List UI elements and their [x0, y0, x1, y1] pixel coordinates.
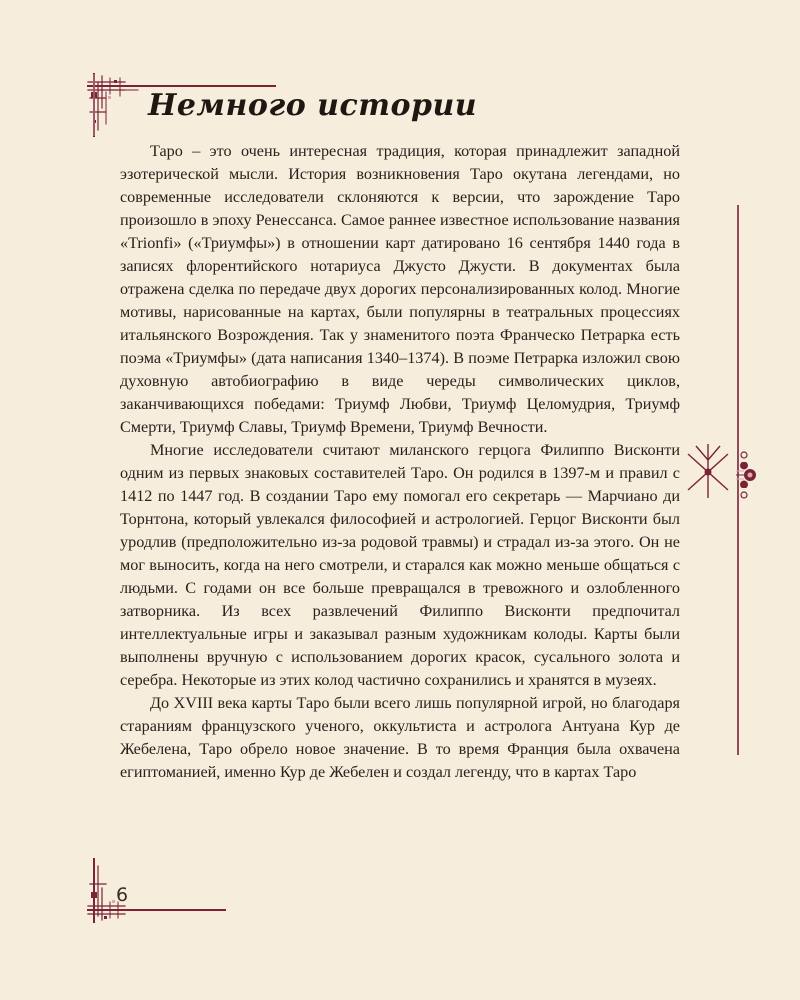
paragraph-1: Таро – это очень интересная традиция, которая принадлежит западной эзотерической мысли. История возникновения Таро окутана легендами, но современные исследователи склоняются к версии, что зарождение Таро произошло в эпоху Ренессанса. Самое раннее известное использование названия «Trionfi» («Триумфы») в отношении карт датировано 16 сентября 1440 года в записях флорентийского нотариуса Джусто Джусти. В документах была отражена сделка по передаче двух дорогих персонализированных колод. Многие мотивы, нарисованные на картах, были популярны в театральных процессиях итальянского Возрождения. Так у знаменитого поэта Франческо Петрарка есть поэма «Триумфы» (дата написания 1340–1374). В поэме Петрарка изложил свою духовную автобиографию в виде череды символических циклов, заканчивающихся победами: Триумф Любви, Триумф Целомудрия, Триумф Смерти, Триумф Славы, Триумф Времени, Триумф Вечности. [120, 142, 680, 436]
page-number: 6 [116, 884, 129, 906]
article-body [120, 140, 680, 784]
paragraph-3: До XVIII века карты Таро были всего лишь популярной игрой, но благодаря стараниям французского ученого, оккультиста и астролога Антуана Кур де Жебелена, Таро обрело новое значение. В то время Франция была охвачена египтоманией, именно Кур де Жебелен и создал легенду, что в картах Таро [120, 694, 680, 781]
side-moon-phase-ornament-icon [736, 205, 766, 755]
bottom-corner-ornament-icon [80, 858, 230, 928]
paragraph-2: Многие исследователи считают миланского герцога Филиппо Висконти одним из первых знаковых составителей Таро. Он родился в 1397-м и правил с 1412 по 1447 год. В создании Таро ему помогал его секретарь — Марчиано ди Торнтона, который увлекался философией и астрологией. Герцог Висконти был уродлив (предположительно из-за родовой травмы) и страдал из-за этого. Он не мог выносить, когда на него смотрели, и старался как можно меньше общаться с людьми. С годами он все больше превращался в тревожного и озлобленного затворника. Из всех развлечений Филиппо Висконти предпочитал интеллектуальные игры и заказывал разным художникам колоды. Карты были выполнены вручную с использованием дорогих красок, сусального золота и серебра. Некоторые из этих колод частично сохранились и хранятся в музеях. [120, 441, 680, 689]
page-title: Немного истории [148, 88, 478, 123]
side-crest-ornament-icon [680, 440, 736, 500]
